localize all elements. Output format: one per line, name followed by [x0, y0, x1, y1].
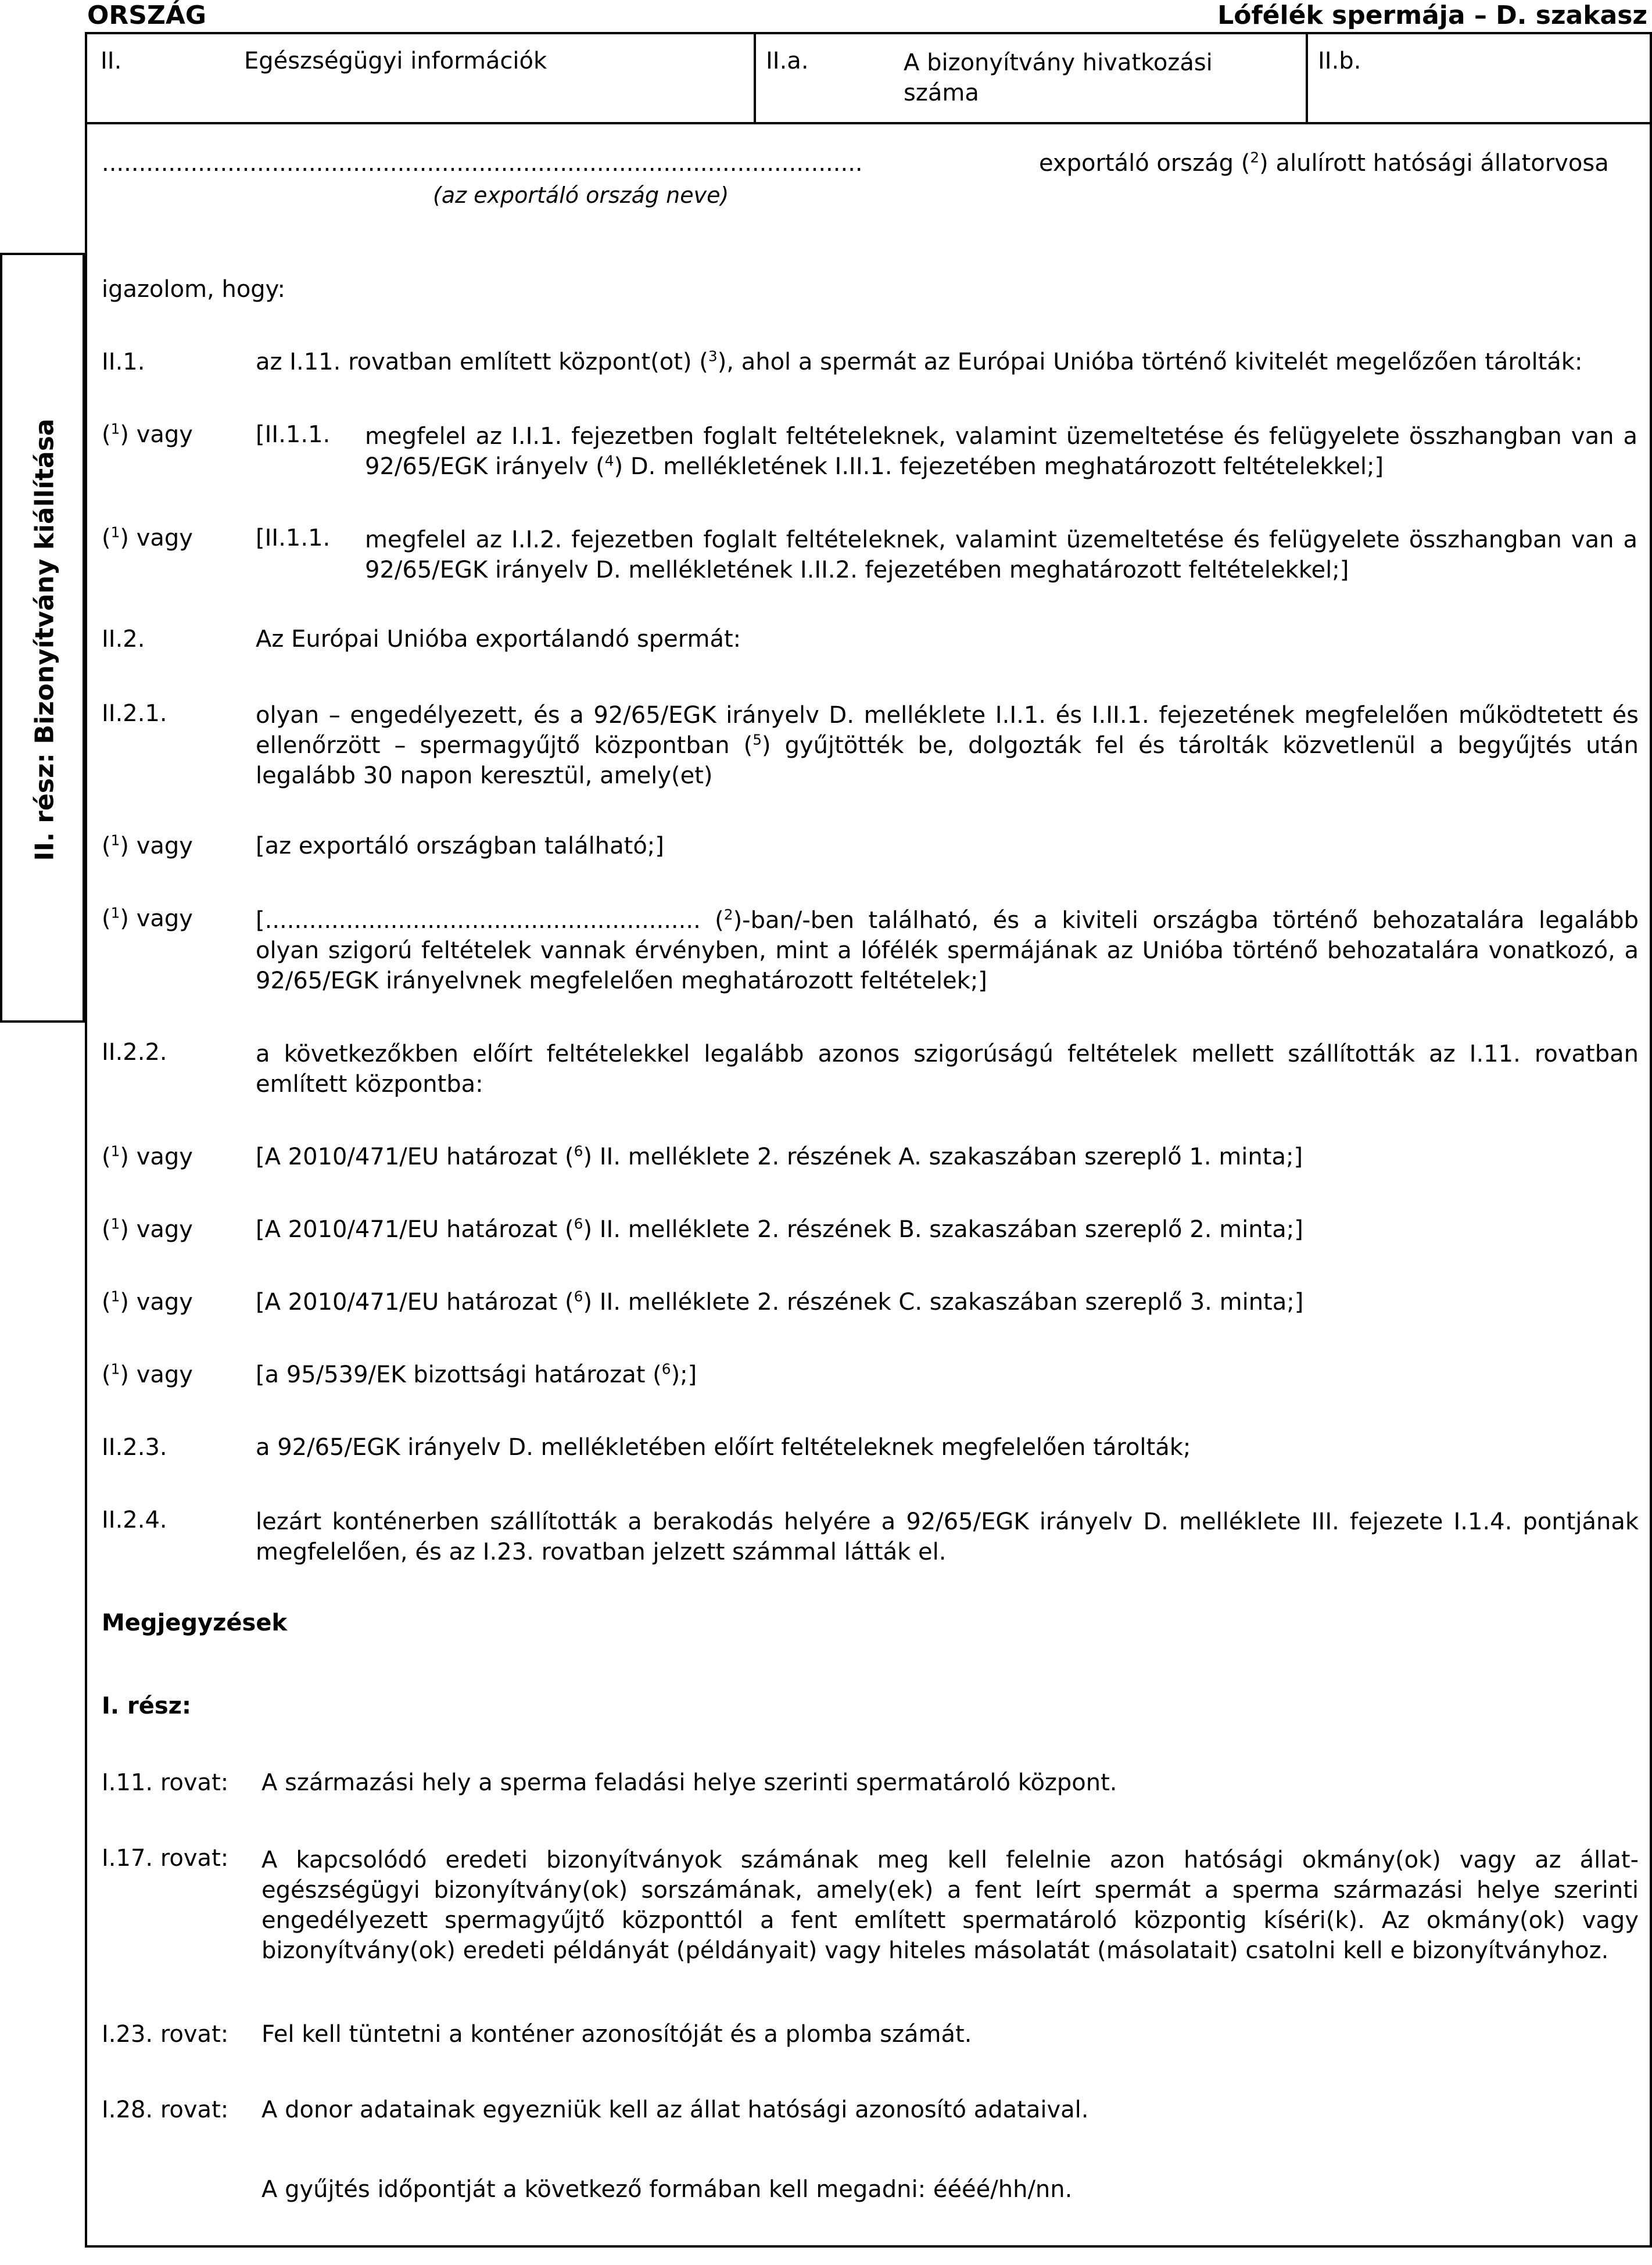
row-text: megfelel az I.I.1. fejezetben foglalt feltételeknek, valamint üzemeltetése és felügyelete összhangban van a 92/65/EGK irányelv ($^4$) D. mellékletének I.II.1. fejezetében meghatározott feltételekkel;] — [365, 423, 1637, 480]
sub-number: [II.1.1. — [256, 525, 331, 551]
reference-field-code: II.b. — [1318, 48, 1361, 74]
note-label: I.17. rovat: — [102, 1845, 229, 1872]
signatory-text: exportáló ország ($^2$) alulírott hatósági állatorvosa — [1039, 149, 1609, 177]
row-text: a következőkben előírt feltételekkel legalább azonos szigorúságú feltételek mellett szállították az I.11. rovatban említett központba: — [256, 1041, 1639, 1098]
row-text: az I.11. rovatban említett központ(ot) ($^3$), ahol a spermát az Európai Unióba történő kivitelét megelőzően tárolták: — [256, 347, 1583, 375]
country-label: ORSZÁG — [87, 1, 207, 30]
row-text: olyan – engedélyezett, és a 92/65/EGK irányelv D. melléklete I.I.1. és I.II.1. fejezetének megfelelően működtetett és ellenőrzött – spermagyűjtő központban ($^5$) gyűjtötték be, dolgozták fel és tárolták közvetlenül a begyűjtés után legalább 30 napon keresztül, amely(et) — [256, 702, 1639, 789]
notes-heading: Megjegyzések — [102, 1610, 288, 1636]
reference-number-code: II.a. — [766, 48, 809, 74]
row-text: lezárt konténerben szállították a berakodás helyére a 92/65/EGK irányelv D. melléklete III. fejezete I.1.4. pontjának megfelelően, és az I.23. rovatban jelzett számmal látták el. — [256, 1508, 1639, 1565]
frame-top-border — [85, 32, 1652, 34]
row-text: [az exportáló országban található;] — [256, 833, 664, 859]
row-text: [A 2010/471/EU határozat ($^6$) II. melléklete 2. részének A. szakaszában szereplő 1. minta;] — [256, 1142, 1303, 1170]
note-text: A kapcsolódó eredeti bizonyítványok számának meg kell felelnie azon hatósági okmány(ok) vagy az állat-egészségügyi bizonyítvány(ok) sorszámának, amely(ek) a fent leírt spermát a sperma származási helye szerinti engedélyezett spermagyűjtő központtól a fent említett spermatároló központig kíséri(k). Az okmány(ok) vagy bizonyítvány(ok) eredeti példányát (példányait) vagy hiteles másolatát (másolatait) csatolni kell e bizonyítványhoz. — [261, 1847, 1639, 1964]
frame-left-border — [85, 32, 87, 2248]
option-label: ($^1$) vagy — [102, 1360, 193, 1388]
header-table-bottom-border — [85, 122, 1652, 124]
section-number: II. — [101, 48, 122, 74]
certify-text: igazolom, hogy: — [102, 276, 285, 303]
note-text: A gyűjtés időpontját a következő formában kell megadni: éééé/hh/nn. — [261, 2176, 1073, 2203]
row-text: a 92/65/EGK irányelv D. mellékletében előírt feltételeknek megfelelően tárolták; — [256, 1434, 1191, 1461]
notes-part-heading: I. rész: — [102, 1693, 191, 1719]
note-text: Fel kell tüntetni a konténer azonosítóját és a plomba számát. — [261, 2021, 972, 2048]
section-title: Egészségügyi információk — [244, 48, 547, 74]
frame-right-border — [1650, 32, 1652, 2248]
row-number: II.2.3. — [102, 1434, 167, 1461]
row-number: II.2.2. — [102, 1039, 167, 1066]
sidebar-label: II. rész: Bizonyítvány kiállítása — [30, 418, 60, 861]
sidebar-box — [0, 253, 85, 1023]
option-label: ($^1$) vagy — [102, 832, 193, 859]
option-label: ($^1$) vagy — [102, 1215, 193, 1243]
row-text: Az Európai Unióba exportálandó spermát: — [256, 626, 741, 653]
exporting-country-dotted-line: ....................................................................................................... — [102, 150, 863, 177]
row-number: II.2.1. — [102, 700, 167, 727]
row-text: [........................................................... ($^2$)-ban/-ben található, és a kiviteli országba történő behozatalára legalább olyan szigorú feltételek vannak érvényben, mint a lófélék spermájának az Unióba történő behozatalára vonatkozó, a 92/65/EGK irányelvnek megfelelően meghatározott feltételek;] — [256, 906, 1639, 994]
exporting-country-caption: (az exportáló ország neve) — [433, 182, 729, 208]
reference-number-label: A bizonyítvány hivatkozási száma — [904, 49, 1213, 106]
row-text: [A 2010/471/EU határozat ($^6$) II. melléklete 2. részének B. szakaszában szereplő 2. minta;] — [256, 1215, 1303, 1243]
table-divider-2 — [1306, 32, 1308, 124]
note-text: A származási hely a sperma feladási helye szerinti spermatároló központ. — [261, 1769, 1117, 1796]
row-text: [A 2010/471/EU határozat ($^6$) II. melléklete 2. részének C. szakaszában szereplő 3. minta;] — [256, 1288, 1304, 1316]
frame-bottom-border — [85, 2245, 1652, 2248]
row-text: [a 95/539/EK bizottsági határozat ($^6$);] — [256, 1360, 697, 1388]
row-text: megfelel az I.I.2. fejezetben foglalt feltételeknek, valamint üzemeltetése és felügyelete összhangban van a 92/65/EGK irányelv D. mellékletének I.II.2. fejezetében meghatározott feltételekkel;] — [365, 526, 1637, 583]
table-divider-1 — [754, 32, 756, 124]
note-label: I.28. rovat: — [102, 2096, 229, 2123]
row-number: II.1. — [102, 349, 145, 375]
sub-number: [II.1.1. — [256, 421, 331, 448]
option-label: ($^1$) vagy — [102, 524, 193, 551]
option-label: ($^1$) vagy — [102, 1288, 193, 1316]
row-number: II.2.4. — [102, 1507, 167, 1533]
option-label: ($^1$) vagy — [102, 904, 193, 932]
option-label: ($^1$) vagy — [102, 420, 193, 448]
option-label: ($^1$) vagy — [102, 1142, 193, 1170]
note-label: I.11. rovat: — [102, 1769, 229, 1796]
note-text: A donor adatainak egyezniük kell az állat hatósági azonosító adataival. — [261, 2096, 1089, 2123]
row-number: II.2. — [102, 626, 145, 653]
document-title: Lófélék spermája – D. szakasz — [1217, 1, 1647, 30]
note-label: I.23. rovat: — [102, 2021, 229, 2048]
